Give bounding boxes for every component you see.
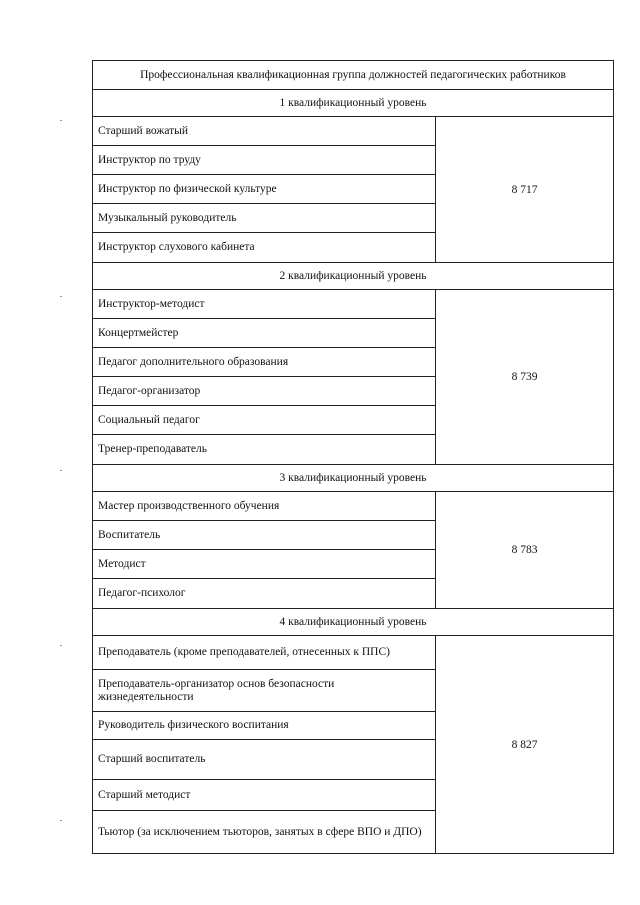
level-2-title: 2 квалификационный уровень — [93, 263, 613, 290]
position-row: Педагог-психолог — [98, 587, 186, 599]
position-row: Педагог дополнительного образования — [93, 348, 435, 377]
position-row: Инструктор слухового кабинета — [98, 241, 255, 253]
level-4-positions — [93, 636, 436, 853]
level-4-title: 4 квалификационный уровень — [93, 609, 613, 636]
level-4-value: 8 827 — [511, 738, 538, 751]
position-row: Тьютор (за исключением тьюторов, занятых в сфере ВПО и ДПО) — [98, 825, 422, 838]
level-2-positions — [93, 290, 436, 464]
level-3-title: 3 квалификационный уровень — [93, 465, 613, 492]
position-row: Концертмейстер — [93, 319, 435, 348]
position-row: Методист — [93, 550, 435, 579]
position-row: Музыкальный руководитель — [93, 204, 435, 233]
position-row: Инструктор по труду — [93, 146, 435, 175]
position-row: Преподаватель (кроме преподавателей, отнесенных к ППС) — [93, 636, 435, 670]
level-1-value: 8 717 — [511, 183, 538, 196]
level-1-title: 1 квалификационный уровень — [93, 90, 613, 117]
level-1-positions — [93, 117, 436, 262]
position-row: Воспитатель — [93, 521, 435, 550]
position-row: Мастер производственного обучения — [93, 492, 435, 521]
position-row: Преподаватель-организатор основ безопасности жизнедеятельности — [93, 670, 435, 712]
position-row: Старший вожатый — [93, 117, 435, 146]
position-row: Тренер-преподаватель — [98, 443, 208, 455]
position-row: Старший методист — [93, 780, 435, 811]
position-row: Руководитель физического воспитания — [93, 712, 435, 740]
level-3-value: 8 783 — [511, 544, 538, 556]
level-2-group — [93, 290, 613, 465]
level-1-group — [93, 117, 613, 263]
position-row: Инструктор по физической культуре — [93, 175, 435, 204]
level-2-value: 8 739 — [511, 371, 538, 383]
position-row: Старший воспитатель — [93, 740, 435, 780]
qualification-table — [92, 60, 614, 854]
position-row: Социальный педагог — [93, 406, 435, 435]
level-3-positions — [93, 492, 436, 608]
level-3-group — [93, 492, 613, 609]
position-row: Инструктор-методист — [93, 290, 435, 319]
level-4-group — [93, 636, 613, 853]
table-header: Профессиональная квалификационная группа должностей педагогических работников — [93, 61, 613, 90]
position-row: Педагог-организатор — [93, 377, 435, 406]
